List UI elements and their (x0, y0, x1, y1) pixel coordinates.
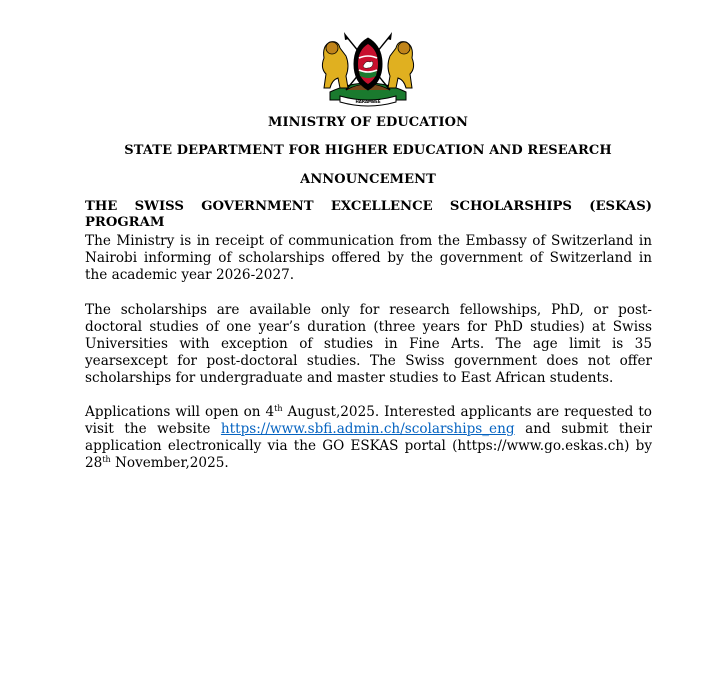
coat-of-arms-icon (316, 30, 420, 108)
ministry-heading: MINISTRY OF EDUCATION (267, 115, 469, 130)
coat-of-arms-emblem (316, 30, 420, 108)
sbfi-website-link[interactable]: https://www.sbfi.admin.ch/scolarships_eng (220, 421, 515, 437)
announcement-heading: ANNOUNCEMENT (300, 172, 436, 187)
emblem-motto: HARAMBEE (355, 99, 381, 104)
application-text-4: November,2025. (110, 455, 229, 471)
ordinal-suffix: th (102, 455, 111, 464)
paragraph-receipt: The Ministry is in receipt of communication from the Embassy of Switzerland in Nairobi informing of scholarships offered by the government of Switzerland in the academic year 2026-2027. (85, 233, 652, 283)
ordinal-suffix: th (274, 404, 283, 413)
application-text-3: and submit their application electronically via the GO ESKAS portal (https://www.go.eskas.ch) by 28 (85, 421, 652, 471)
application-text-1: Applications will open on 4 (85, 404, 275, 420)
paragraph-eligibility: The scholarships are available only for research fellowships, PhD, or post-doctoral studies of one year’s duration (three years for PhD studies) at Swiss Universities with exception of studies in Fine Arts. The age limit is 35 yearsexcept for post-doctoral studies. The Swiss government does not offer scholarships for undergraduate and master studies to East African students. (85, 302, 652, 386)
application-text-2: August,2025. Interested applicants are requested to visit the website (85, 404, 652, 437)
scholarship-title: THE SWISS GOVERNMENT EXCELLENCE SCHOLARSHIPS (ESKAS) PROGRAM (85, 199, 652, 230)
department-heading: STATE DEPARTMENT FOR HIGHER EDUCATION AND RESEARCH (124, 143, 612, 158)
paragraph-application (85, 404, 652, 472)
